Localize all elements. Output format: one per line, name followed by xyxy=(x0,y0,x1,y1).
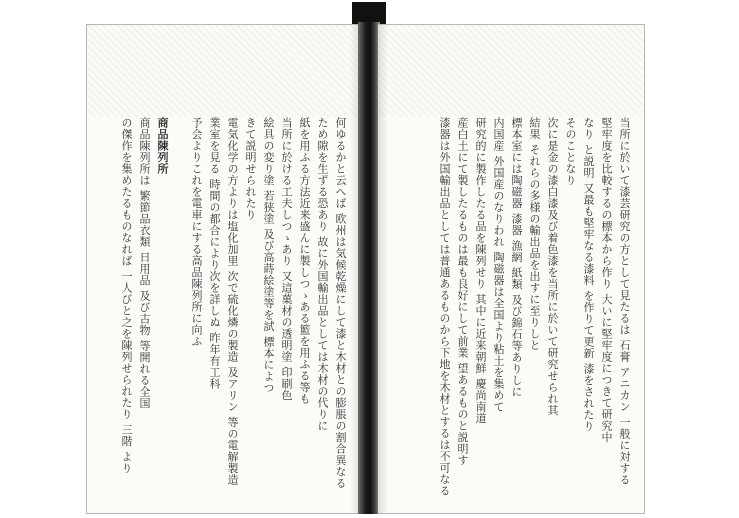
text-column: きて説明せられたり xyxy=(244,117,257,221)
page-header-margin xyxy=(87,25,360,117)
text-column: 結果 それらの多様の輸出品を出すに至りしと xyxy=(528,117,541,351)
text-column: ため隙を生ずる恐あり 故に外国輸出品としては木材の代りに xyxy=(316,117,329,432)
text-column: の傑作を集めたるものなれば 一人びと之を陳列せられたり 三階 より xyxy=(120,117,133,474)
book-spine xyxy=(358,22,380,514)
text-column: 堅牢度を比較するの標本から作り 大いに堅牢度につきて研究中 xyxy=(600,117,613,443)
section-heading: 商品陳列所 xyxy=(156,117,169,175)
text-column: 絵具の変り塗 若狭塗 及び高蒔絵塗等を試 標本によつ xyxy=(262,117,275,394)
open-book xyxy=(86,18,649,514)
text-column: 次に是金の漆白漆及び着色漆を当所に於いて研究せられ其 xyxy=(546,117,559,416)
text-column: 何ゆるかと云へば 欧州は気候乾燥にして漆と木材との膨脹の割合異なる xyxy=(334,117,347,489)
right-page xyxy=(378,24,645,514)
text-column: 当所に於ける工夫しつゝあり 又這菓材の透明塗 印刷色 xyxy=(280,117,293,401)
text-column: 電気化学の方よりは塩化加里 次で硫化燐の製造 及アリン 等の電解製造 xyxy=(226,117,239,486)
column-gap xyxy=(172,117,186,495)
text-column: 産白土にて製したるものは最も良好にして前業 望あるものと説明す xyxy=(456,117,469,466)
page-gutter-shadow xyxy=(378,25,388,513)
text-column: 予会よりこれを電車にする高品陳列所に向ふ xyxy=(190,117,203,347)
left-page-text xyxy=(99,117,348,495)
text-column: 研究的に製作したる品を陳列せり 其中に近来朝鮮 慶尚南道 xyxy=(474,117,487,424)
page-header-margin xyxy=(378,25,644,117)
text-column: 漆器は外国輸出品としては普通あるものから下地を木材とするは不可なる xyxy=(438,117,451,497)
right-page-text xyxy=(390,117,632,495)
text-column: 商品陳列所は 繁節品衣類 日用品 及び古物 等開れる全国 xyxy=(138,117,151,409)
text-column: 標本室には陶磁器 漆器 漁網 紙類 及び錦石等ありしに xyxy=(510,117,523,398)
text-column: なり と説明 又最も堅牢なる漆料 を作りて更新 漆をされたり xyxy=(582,117,595,432)
text-column: 紙を用ふる方法近来盛んに製しつゝある籃を用ふる等も xyxy=(298,117,311,405)
text-column: 業室を見る 時間の都合により次を詳しぬ 昨年有工科 xyxy=(208,117,221,390)
left-page xyxy=(86,24,360,514)
text-column: 当所に於いて漆芸研究の方として見たるは 石膏 アニカン 一般に対する xyxy=(618,117,631,486)
text-column: そのことなり xyxy=(564,117,577,186)
text-column: 内国産 外国産のなりわれ 陶磁器は全国より粘土を集めて xyxy=(492,117,505,413)
